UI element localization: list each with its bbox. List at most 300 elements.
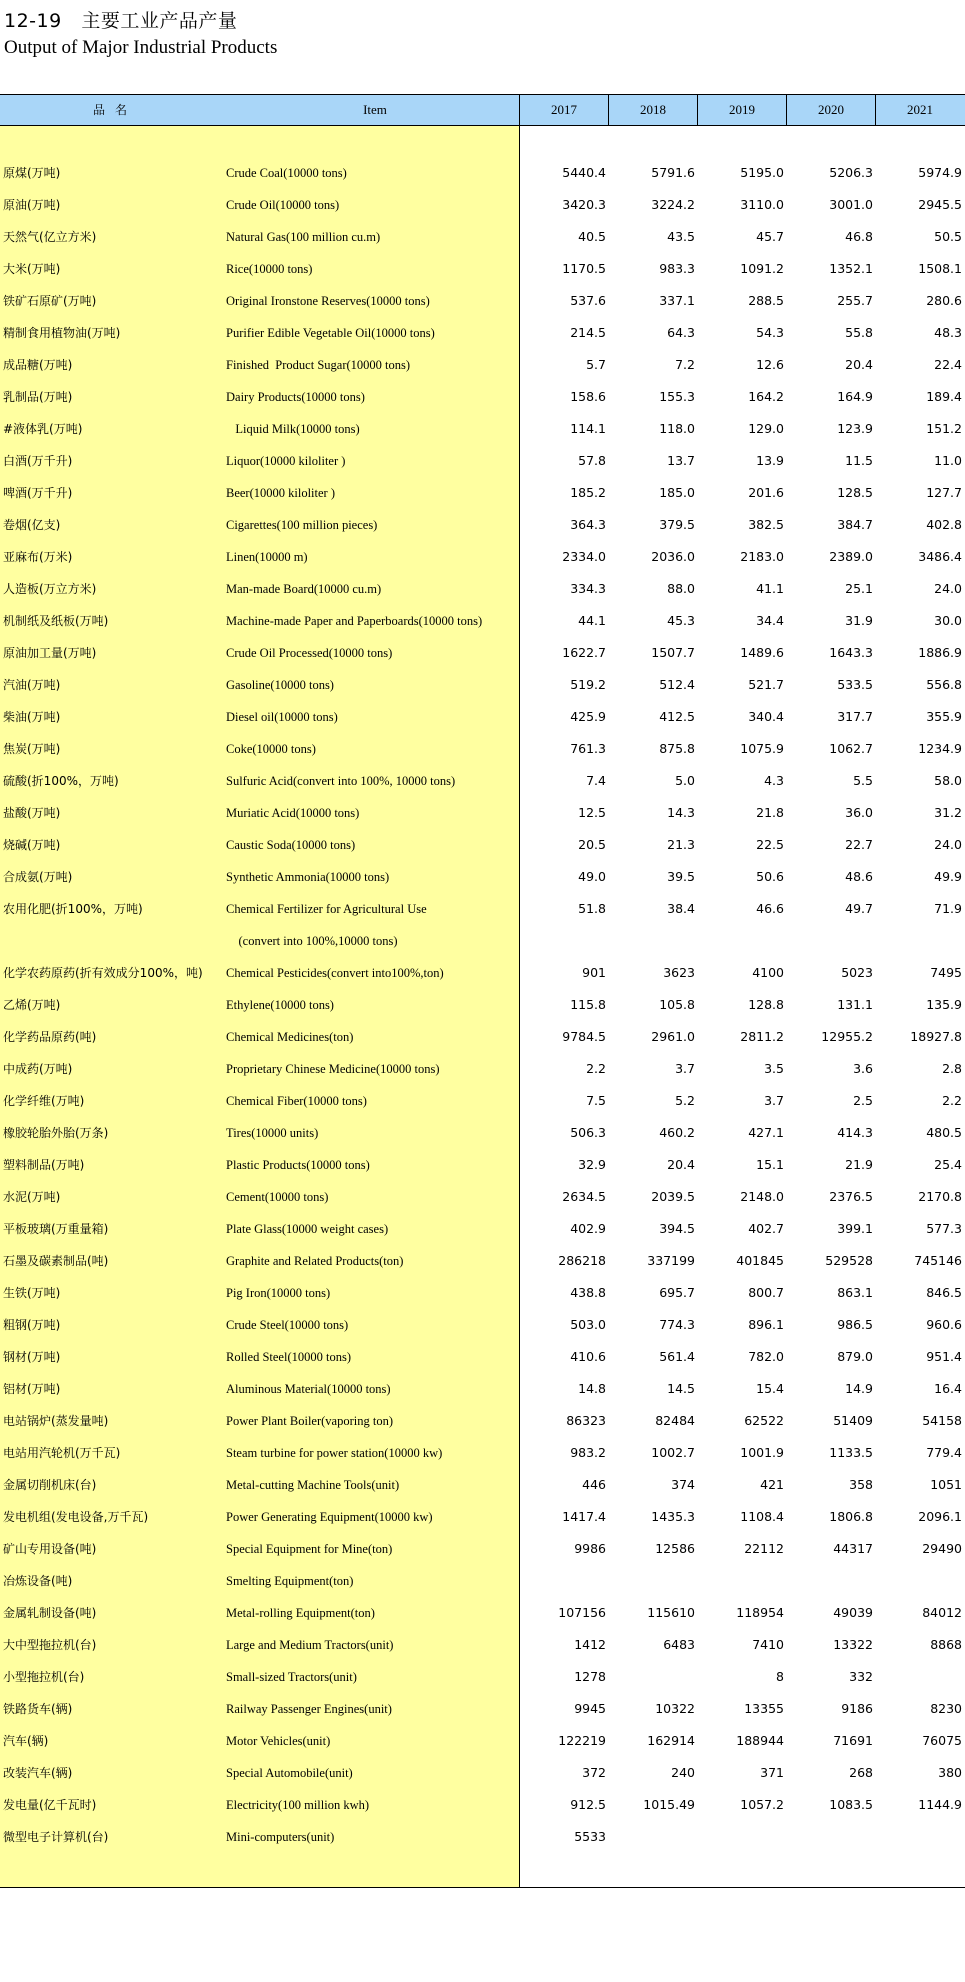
cell-value-2019: 54.3 (756, 325, 784, 340)
row-item-en: (convert into 100%,10000 tons) (226, 934, 398, 948)
cell-value-2018: 379.5 (659, 517, 695, 532)
cell-value-2017: 1412 (574, 1637, 606, 1652)
cell-value-2017: 425.9 (570, 709, 606, 724)
row-item-en: Synthetic Ammonia(10000 tons) (226, 870, 390, 884)
row-item-en: Chemical Medicines(ton) (226, 1030, 354, 1044)
cell-value-2017: 5.7 (586, 357, 606, 372)
cell-value-2017: 372 (582, 1765, 606, 1780)
row-name-cn: 电站用汽轮机(万千瓦) (3, 1446, 121, 1460)
row-name-cn: 焦炭(万吨) (3, 742, 61, 756)
cell-value-2019: 12.6 (756, 357, 784, 372)
row-name-cn: 人造板(万立方米) (3, 582, 97, 596)
cell-value-2020: 332 (849, 1669, 873, 1684)
cell-value-2018: 394.5 (659, 1221, 695, 1236)
cell-value-2020: 3001.0 (829, 197, 873, 212)
cell-value-2018: 1507.7 (651, 645, 695, 660)
row-name-cn: 石墨及碳素制品(吨) (3, 1254, 109, 1268)
cell-value-2020: 25.1 (845, 581, 873, 596)
cell-value-2020: 131.1 (837, 997, 873, 1012)
row-item-en: Smelting Equipment(ton) (226, 1574, 354, 1588)
table-row (0, 157, 965, 189)
cell-value-2019: 13355 (744, 1701, 784, 1716)
cell-value-2020: 384.7 (837, 517, 873, 532)
cell-value-2018: 12586 (655, 1541, 695, 1556)
cell-value-2020: 879.0 (837, 1349, 873, 1364)
cell-value-2021: 8868 (930, 1637, 962, 1652)
cell-value-2021: 50.5 (934, 229, 962, 244)
cell-value-2021: 2945.5 (918, 197, 962, 212)
table-row (0, 1629, 965, 1661)
table-row (0, 1341, 965, 1373)
table-row (0, 1053, 965, 1085)
cell-value-2020: 2376.5 (829, 1189, 873, 1204)
cell-value-2019: 1057.2 (740, 1797, 784, 1812)
cell-value-2017: 5533 (574, 1829, 606, 1844)
row-name-cn: 改装汽车(辆) (3, 1766, 73, 1780)
cell-value-2017: 503.0 (570, 1317, 606, 1332)
cell-value-2018: 240 (671, 1765, 695, 1780)
cell-value-2018: 3.7 (675, 1061, 695, 1076)
table-row (0, 1181, 965, 1213)
cell-value-2020: 164.9 (837, 389, 873, 404)
table-row (0, 989, 965, 1021)
cell-value-2017: 158.6 (570, 389, 606, 404)
cell-value-2018: 13.7 (667, 453, 695, 468)
cell-value-2017: 49.0 (578, 869, 606, 884)
cell-value-2019: 521.7 (748, 677, 784, 692)
cell-value-2017: 334.3 (570, 581, 606, 596)
row-name-cn: #液体乳(万吨) (3, 422, 83, 436)
row-item-en: Metal-cutting Machine Tools(unit) (226, 1478, 400, 1492)
cell-value-2017: 122219 (558, 1733, 606, 1748)
cell-value-2021: 779.4 (926, 1445, 962, 1460)
cell-value-2018: 875.8 (659, 741, 695, 756)
cell-value-2018: 14.5 (667, 1381, 695, 1396)
cell-value-2018: 512.4 (659, 677, 695, 692)
cell-value-2021: 48.3 (934, 325, 962, 340)
table-row (0, 1309, 965, 1341)
cell-value-2020: 1083.5 (829, 1797, 873, 1812)
cell-value-2020: 46.8 (845, 229, 873, 244)
cell-value-2020: 529528 (825, 1253, 873, 1268)
cell-value-2020: 986.5 (837, 1317, 873, 1332)
table-row (0, 445, 965, 477)
cell-value-2020: 9186 (841, 1701, 873, 1716)
row-name-cn: 柴油(万吨) (3, 710, 61, 724)
cell-value-2021: 556.8 (926, 677, 962, 692)
cell-value-2018: 1002.7 (651, 1445, 695, 1460)
cell-value-2018: 43.5 (667, 229, 695, 244)
cell-value-2018: 412.5 (659, 709, 695, 724)
cell-value-2017: 2634.5 (562, 1189, 606, 1204)
cell-value-2021: 54158 (922, 1413, 962, 1428)
cell-value-2021: 135.9 (926, 997, 962, 1012)
table-row (0, 413, 965, 445)
cell-value-2021: 3486.4 (918, 549, 962, 564)
cell-value-2019: 427.1 (748, 1125, 784, 1140)
table-row (0, 1661, 965, 1693)
row-item-en: Aluminous Material(10000 tons) (226, 1382, 391, 1396)
row-name-cn: 微型电子计算机(台) (3, 1830, 109, 1844)
row-name-cn: 金属轧制设备(吨) (3, 1606, 97, 1620)
cell-value-2017: 2.2 (586, 1061, 606, 1076)
row-name-cn: 平板玻璃(万重量箱) (3, 1222, 109, 1236)
row-item-en: Natural Gas(100 million cu.m) (226, 230, 381, 244)
cell-value-2020: 1133.5 (829, 1445, 873, 1460)
cell-value-2019: 164.2 (748, 389, 784, 404)
row-name-cn: 汽车(辆) (3, 1734, 49, 1748)
cell-value-2020: 128.5 (837, 485, 873, 500)
table-row (0, 1757, 965, 1789)
cell-value-2019: 1489.6 (740, 645, 784, 660)
cell-value-2019: 288.5 (748, 293, 784, 308)
cell-value-2020: 12955.2 (821, 1029, 873, 1044)
table-row (0, 1085, 965, 1117)
table-row (0, 765, 965, 797)
cell-value-2021: 11.0 (934, 453, 962, 468)
row-item-en: Railway Passenger Engines(unit) (226, 1702, 392, 1716)
cell-value-2019: 46.6 (756, 901, 784, 916)
cell-value-2018: 774.3 (659, 1317, 695, 1332)
cell-value-2021: 960.6 (926, 1317, 962, 1332)
header-year-2017: 2017 (519, 95, 608, 125)
cell-value-2018: 64.3 (667, 325, 695, 340)
row-item-en: Cement(10000 tons) (226, 1190, 329, 1204)
row-name-cn: 水泥(万吨) (3, 1190, 61, 1204)
row-item-en: Finished Product Sugar(10000 tons) (226, 358, 411, 372)
cell-value-2017: 1278 (574, 1669, 606, 1684)
cell-value-2019: 3110.0 (740, 197, 784, 212)
cell-value-2020: 1643.3 (829, 645, 873, 660)
row-name-cn: 原煤(万吨) (3, 166, 61, 180)
row-item-en: Power Generating Equipment(10000 kw) (226, 1510, 433, 1524)
row-name-cn: 金属切削机床(台) (3, 1478, 97, 1492)
cell-value-2019: 13.9 (756, 453, 784, 468)
row-name-cn: 化学药品原药(吨) (3, 1030, 97, 1044)
table-row (0, 317, 965, 349)
cell-value-2017: 537.6 (570, 293, 606, 308)
row-name-cn: 铝材(万吨) (3, 1382, 61, 1396)
cell-value-2018: 162914 (647, 1733, 695, 1748)
table-row (0, 1469, 965, 1501)
cell-value-2018: 983.3 (659, 261, 695, 276)
cell-value-2021: 1508.1 (918, 261, 962, 276)
row-item-en: Special Equipment for Mine(ton) (226, 1542, 393, 1556)
cell-value-2021: 1234.9 (918, 741, 962, 756)
row-name-cn: 烧碱(万吨) (3, 838, 61, 852)
table-row (0, 701, 965, 733)
row-item-en: Dairy Products(10000 tons) (226, 390, 365, 404)
cell-value-2021: 2170.8 (918, 1189, 962, 1204)
row-item-en: Large and Medium Tractors(unit) (226, 1638, 394, 1652)
cell-value-2020: 533.5 (837, 677, 873, 692)
cell-value-2017: 446 (582, 1477, 606, 1492)
cell-value-2021: 355.9 (926, 709, 962, 724)
cell-value-2021: 18927.8 (910, 1029, 962, 1044)
cell-value-2020: 49.7 (845, 901, 873, 916)
cell-value-2019: 340.4 (748, 709, 784, 724)
row-name-cn: 大米(万吨) (3, 262, 61, 276)
row-name-cn: 原油加工量(万吨) (3, 646, 97, 660)
cell-value-2018: 374 (671, 1477, 695, 1492)
cell-value-2021: 380 (938, 1765, 962, 1780)
table-row (0, 285, 965, 317)
row-item-en: Small-sized Tractors(unit) (226, 1670, 357, 1684)
cell-value-2019: 129.0 (748, 421, 784, 436)
cell-value-2019: 15.1 (756, 1157, 784, 1172)
table-title-cn (4, 6, 237, 33)
cell-value-2018: 2039.5 (651, 1189, 695, 1204)
row-name-cn: 粗钢(万吨) (3, 1318, 61, 1332)
cell-value-2019: 201.6 (748, 485, 784, 500)
table-row (0, 1693, 965, 1725)
cell-value-2018: 10322 (655, 1701, 695, 1716)
cell-value-2019: 4100 (752, 965, 784, 980)
cell-value-2017: 1417.4 (562, 1509, 606, 1524)
cell-value-2021: 480.5 (926, 1125, 962, 1140)
row-name-cn: 发电机组(发电设备,万千瓦) (3, 1510, 149, 1524)
cell-value-2021: 8230 (930, 1701, 962, 1716)
table-row (0, 637, 965, 669)
row-item-en: Original Ironstone Reserves(10000 tons) (226, 294, 430, 308)
cell-value-2020: 1062.7 (829, 741, 873, 756)
cell-value-2018: 155.3 (659, 389, 695, 404)
cell-value-2018: 337199 (647, 1253, 695, 1268)
cell-value-2021: 31.2 (934, 805, 962, 820)
cell-value-2020: 1806.8 (829, 1509, 873, 1524)
cell-value-2019: 2148.0 (740, 1189, 784, 1204)
cell-value-2018: 82484 (655, 1413, 695, 1428)
cell-value-2018: 45.3 (667, 613, 695, 628)
table-row (0, 1725, 965, 1757)
cell-value-2018: 5.2 (675, 1093, 695, 1108)
cell-value-2021: 745146 (914, 1253, 962, 1268)
row-name-cn: 天然气(亿立方米) (3, 230, 97, 244)
cell-value-2017: 901 (582, 965, 606, 980)
cell-value-2019: 22112 (744, 1541, 784, 1556)
cell-value-2020: 21.9 (845, 1157, 873, 1172)
cell-value-2017: 438.8 (570, 1285, 606, 1300)
cell-value-2017: 9784.5 (562, 1029, 606, 1044)
cell-value-2017: 114.1 (570, 421, 606, 436)
cell-value-2021: 24.0 (934, 581, 962, 596)
row-item-en: Special Automobile(unit) (226, 1766, 353, 1780)
row-item-en: Sulfuric Acid(convert into 100%, 10000 tons) (226, 774, 456, 788)
row-item-en: Beer(10000 kiloliter ) (226, 486, 335, 500)
cell-value-2020: 268 (849, 1765, 873, 1780)
cell-value-2018: 5791.6 (651, 165, 695, 180)
cell-value-2017: 3420.3 (562, 197, 606, 212)
cell-value-2017: 9945 (574, 1701, 606, 1716)
table-bottom-rule (0, 1887, 965, 1888)
row-name-cn: 铁矿石原矿(万吨) (3, 294, 97, 308)
row-item-en: Man-made Board(10000 cu.m) (226, 582, 382, 596)
cell-value-2021: 16.4 (934, 1381, 962, 1396)
row-item-en: Metal-rolling Equipment(ton) (226, 1606, 375, 1620)
row-name-cn: 中成药(万吨) (3, 1062, 73, 1076)
row-item-en: Diesel oil(10000 tons) (226, 710, 338, 724)
row-item-en: Muriatic Acid(10000 tons) (226, 806, 360, 820)
cell-value-2017: 1170.5 (562, 261, 606, 276)
cell-value-2019: 21.8 (756, 805, 784, 820)
row-item-en: Rolled Steel(10000 tons) (226, 1350, 351, 1364)
cell-value-2019: 62522 (744, 1413, 784, 1428)
row-item-en: Proprietary Chinese Medicine(10000 tons) (226, 1062, 440, 1076)
cell-value-2020: 255.7 (837, 293, 873, 308)
cell-value-2018: 5.0 (675, 773, 695, 788)
cell-value-2021: 29490 (922, 1541, 962, 1556)
header-name: 品名 (92, 103, 137, 117)
cell-value-2020: 399.1 (837, 1221, 873, 1236)
table-row (0, 221, 965, 253)
row-name-cn: 塑料制品(万吨) (3, 1158, 85, 1172)
row-item-en: Graphite and Related Products(ton) (226, 1254, 404, 1268)
cell-value-2018: 460.2 (659, 1125, 695, 1140)
cell-value-2021: 76075 (922, 1733, 962, 1748)
header-item: Item (363, 102, 387, 117)
cell-value-2018: 3623 (663, 965, 695, 980)
cell-value-2018: 337.1 (659, 293, 695, 308)
row-item-en: Steam turbine for power station(10000 kw) (226, 1446, 443, 1460)
cell-value-2020: 14.9 (845, 1381, 873, 1396)
cell-value-2018: 3224.2 (651, 197, 695, 212)
cell-value-2021: 189.4 (926, 389, 962, 404)
cell-value-2019: 5195.0 (740, 165, 784, 180)
cell-value-2020: 5206.3 (829, 165, 873, 180)
cell-value-2021: 127.7 (926, 485, 962, 500)
table-row (0, 605, 965, 637)
header-year-2021: 2021 (875, 95, 964, 125)
cell-value-2020: 71691 (833, 1733, 873, 1748)
table-row (0, 1821, 965, 1853)
table-row (0, 733, 965, 765)
cell-value-2019: 118954 (736, 1605, 784, 1620)
table-header (0, 94, 965, 126)
cell-value-2018: 88.0 (667, 581, 695, 596)
cell-value-2020: 123.9 (837, 421, 873, 436)
cell-value-2019: 34.4 (756, 613, 784, 628)
cell-value-2019: 2811.2 (740, 1029, 784, 1044)
table-row (0, 957, 965, 989)
cell-value-2017: 44.1 (578, 613, 606, 628)
header-year-2020: 2020 (786, 95, 875, 125)
cell-value-2021: 1051 (930, 1477, 962, 1492)
row-item-en: Chemical Fertilizer for Agricultural Use (226, 902, 427, 916)
cell-value-2017: 107156 (558, 1605, 606, 1620)
table-row (0, 1245, 965, 1277)
cell-value-2017: 5440.4 (562, 165, 606, 180)
cell-value-2020: 13322 (833, 1637, 873, 1652)
header-year-2018: 2018 (608, 95, 697, 125)
cell-value-2021: 280.6 (926, 293, 962, 308)
row-name-cn: 发电量(亿千瓦时) (3, 1798, 97, 1812)
cell-value-2019: 1108.4 (740, 1509, 784, 1524)
cell-value-2019: 1001.9 (740, 1445, 784, 1460)
cell-value-2017: 7.4 (586, 773, 606, 788)
cell-value-2020: 2389.0 (829, 549, 873, 564)
cell-value-2017: 7.5 (586, 1093, 606, 1108)
cell-value-2017: 761.3 (570, 741, 606, 756)
cell-value-2021: 25.4 (934, 1157, 962, 1172)
row-item-en: Caustic Soda(10000 tons) (226, 838, 356, 852)
table-row (0, 1149, 965, 1181)
row-name-cn: 钢材(万吨) (3, 1350, 61, 1364)
cell-value-2020: 20.4 (845, 357, 873, 372)
row-item-en: Chemical Pesticides(convert into100%,ton) (226, 966, 444, 980)
cell-value-2018: 21.3 (667, 837, 695, 852)
row-name-cn: 橡胶轮胎外胎(万条) (3, 1126, 109, 1140)
cell-value-2017: 519.2 (570, 677, 606, 692)
cell-value-2017: 9986 (574, 1541, 606, 1556)
table-row (0, 1213, 965, 1245)
table-row (0, 541, 965, 573)
cell-value-2017: 402.9 (570, 1221, 606, 1236)
table-row (0, 1277, 965, 1309)
cell-value-2019: 402.7 (748, 1221, 784, 1236)
table-row (0, 1405, 965, 1437)
row-item-en: Ethylene(10000 tons) (226, 998, 334, 1012)
cell-value-2019: 50.6 (756, 869, 784, 884)
cell-value-2018: 2036.0 (651, 549, 695, 564)
row-item-en: Chemical Fiber(10000 tons) (226, 1094, 367, 1108)
table-row (0, 349, 965, 381)
cell-value-2017: 912.5 (570, 1797, 606, 1812)
cell-value-2021: 5974.9 (918, 165, 962, 180)
row-item-en: Coke(10000 tons) (226, 742, 316, 756)
cell-value-2019: 371 (760, 1765, 784, 1780)
cell-value-2020: 2.5 (853, 1093, 873, 1108)
cell-value-2021: 951.4 (926, 1349, 962, 1364)
row-item-en: Machine-made Paper and Paperboards(10000 tons) (226, 614, 483, 628)
cell-value-2020: 51409 (833, 1413, 873, 1428)
row-name-cn: 机制纸及纸板(万吨) (3, 614, 109, 628)
row-name-cn: 合成氨(万吨) (3, 870, 73, 884)
table-row (0, 1501, 965, 1533)
row-name-cn: 卷烟(亿支) (3, 518, 61, 532)
cell-value-2018: 118.0 (659, 421, 695, 436)
cell-value-2017: 1622.7 (562, 645, 606, 660)
row-item-en: Purifier Edible Vegetable Oil(10000 tons) (226, 326, 435, 340)
table-code: 12-19 (4, 10, 62, 32)
cell-value-2021: 2.8 (942, 1061, 962, 1076)
table-row (0, 1565, 965, 1597)
table-row (0, 573, 965, 605)
cell-value-2019: 15.4 (756, 1381, 784, 1396)
row-item-en: Liquid Milk(10000 tons) (226, 422, 360, 436)
row-item-en: Crude Oil(10000 tons) (226, 198, 340, 212)
cell-value-2020: 414.3 (837, 1125, 873, 1140)
cell-value-2017: 32.9 (578, 1157, 606, 1172)
cell-value-2019: 22.5 (756, 837, 784, 852)
cell-value-2021: 846.5 (926, 1285, 962, 1300)
cell-value-2017: 364.3 (570, 517, 606, 532)
table-row (0, 477, 965, 509)
row-name-cn: 白酒(万千升) (3, 454, 73, 468)
cell-value-2019: 421 (760, 1477, 784, 1492)
row-item-en: Gasoline(10000 tons) (226, 678, 334, 692)
row-name-cn: 电站锅炉(蒸发量吨) (3, 1414, 109, 1428)
table-row (0, 1021, 965, 1053)
cell-value-2021: 7495 (930, 965, 962, 980)
table-row (0, 189, 965, 221)
cell-value-2020: 49039 (833, 1605, 873, 1620)
cell-value-2021: 71.9 (934, 901, 962, 916)
cell-value-2019: 8 (776, 1669, 784, 1684)
cell-value-2021: 49.9 (934, 869, 962, 884)
cell-value-2019: 1075.9 (740, 741, 784, 756)
cell-value-2018: 6483 (663, 1637, 695, 1652)
table-row (0, 1437, 965, 1469)
